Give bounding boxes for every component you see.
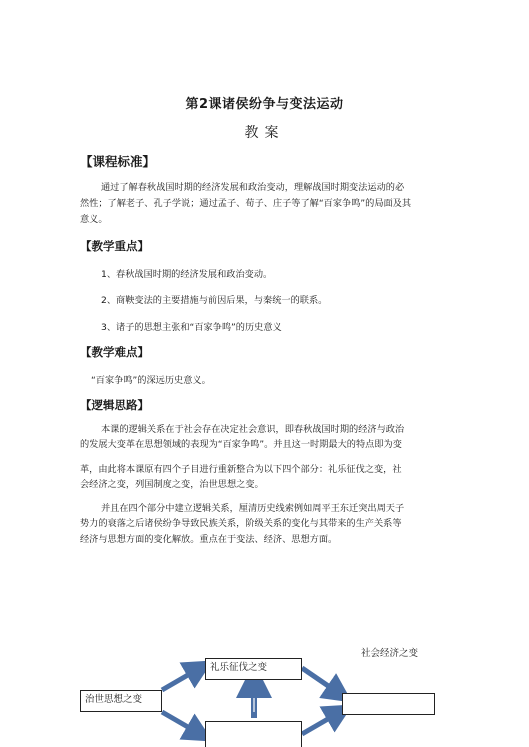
difficulty-text: “百家争鸣”的深远历史意义。 (91, 375, 211, 386)
standard-line-1: 通过了解春秋战国时期的经济发展和政治变动，理解战国时期变法运动的必 (101, 182, 405, 193)
section-heading-difficulties: 【教学难点】 (80, 345, 149, 359)
lesson-title: 第2课诸侯纷争与变法运动 (185, 97, 344, 112)
logic-para1-line-1: 本课的逻辑关系在于社会存在决定社会意识，即春秋战国时期的经济与政治 (101, 424, 405, 435)
arrow-bottom-to-right (302, 712, 340, 734)
diagram-outside-label: 社会经济之变 (361, 648, 419, 659)
diagram-box-right (342, 693, 435, 715)
standard-line-2: 然性；了解老子、孔子学说；通过孟子、荀子、庄子等了解“百家争鸣”的局面及其 (80, 198, 412, 209)
section-heading-key-points: 【教学重点】 (80, 239, 149, 253)
diagram-box-bottom (205, 721, 302, 747)
logic-para3-line-1: 并且在四个部分中建立逻辑关系，厘清历史线索例如周平王东迁突出周天子 (101, 503, 405, 514)
logic-para3-line-3: 经济与思想方面的变化解放。重点在于变法、经济、思想方面。 (80, 534, 338, 545)
section-heading-logic: 【逻辑思路】 (80, 398, 149, 412)
key-point-3: 3、诸子的思想主张和“百家争鸣”的历史意义 (101, 322, 282, 333)
logic-para1-line-2: 的发展大变革在思想领域的表现为“百家争鸣”。并且这一时期最大的特点即为变 (80, 439, 402, 450)
arrow-left-to-bottom (162, 712, 200, 734)
logic-para3-line-2: 势力的衰落之后诸侯纷争导致民族关系，阶级关系的变化与其带来的生产关系等 (80, 518, 402, 529)
diagram-box-top: 礼乐征伐之变 (205, 658, 302, 680)
logic-para2-line-1: 革，由此将本课原有四个子目进行重新整合为以下四个部分：礼乐征伐之变，社 (80, 464, 402, 475)
arrow-top-to-right (302, 668, 340, 694)
logic-para2-line-2: 会经济之变，列国制度之变，治世思想之变。 (80, 479, 264, 490)
arrow-left-to-top (162, 668, 200, 690)
key-point-2: 2、商鞅变法的主要措施与前因后果，与秦统一的联系。 (101, 295, 328, 306)
lesson-subtitle: 教案 (244, 125, 285, 141)
standard-line-3: 意义。 (80, 214, 108, 225)
key-point-1: 1、春秋战国时期的经济发展和政治变动。 (101, 269, 273, 280)
section-heading-standard: 【课程标准】 (80, 154, 156, 169)
diagram-box-left: 治世思想之变 (80, 690, 162, 712)
